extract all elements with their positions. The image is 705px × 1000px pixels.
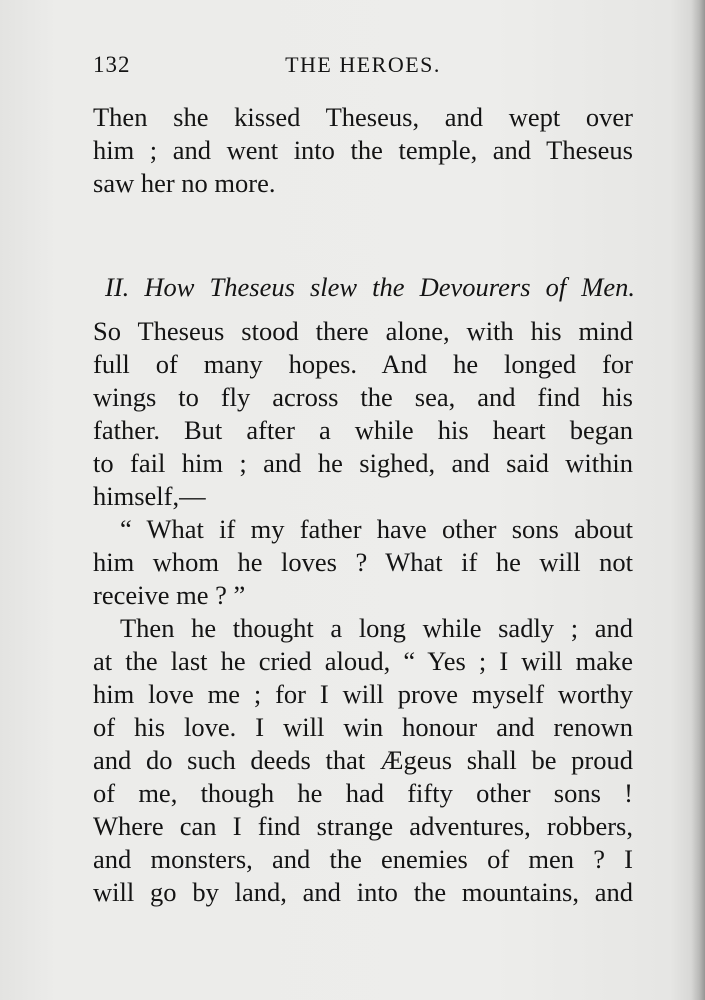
- text-line: himself,—: [93, 481, 206, 511]
- text-line: to fail him ; and he sighed, and said within: [93, 448, 633, 478]
- text-line: saw her no more.: [93, 168, 276, 198]
- text-line: of me, though he had fifty other sons !: [93, 778, 633, 808]
- text-line: wings to fly across the sea, and find his: [93, 382, 633, 412]
- text-line: and do such deeds that Ægeus shall be proud: [93, 745, 633, 775]
- running-head: THE HEROES.: [285, 52, 441, 77]
- text-line: “ What if my father have other sons about: [120, 514, 633, 544]
- text-line: will go by land, and into the mountains, and: [93, 877, 633, 907]
- page-gutter-shadow: [691, 0, 705, 1000]
- page-header: [93, 52, 633, 82]
- text-line: and monsters, and the enemies of men ? I: [93, 844, 633, 874]
- text-line: him ; and went into the temple, and Theseus: [93, 135, 633, 165]
- text-line: father. But after a while his heart began: [93, 415, 633, 445]
- text-line: of his love. I will win honour and renown: [93, 712, 633, 742]
- text-line: Where can I find strange adventures, robbers,: [93, 811, 633, 841]
- text-line: So Theseus stood there alone, with his mind: [93, 316, 633, 346]
- section-heading: II. How Theseus slew the Devourers of Men.: [105, 272, 635, 302]
- text-line: him love me ; for I will prove myself worthy: [93, 679, 633, 709]
- text-line: full of many hopes. And he longed for: [93, 349, 633, 379]
- text-line: Then he thought a long while sadly ; and: [120, 613, 633, 643]
- text-line: at the last he cried aloud, “ Yes ; I will make: [93, 646, 633, 676]
- text-line: receive me ? ”: [93, 580, 246, 610]
- page-number: 132: [93, 52, 131, 77]
- text-line: him whom he loves ? What if he will not: [93, 547, 633, 577]
- text-line: Then she kissed Theseus, and wept over: [93, 102, 633, 132]
